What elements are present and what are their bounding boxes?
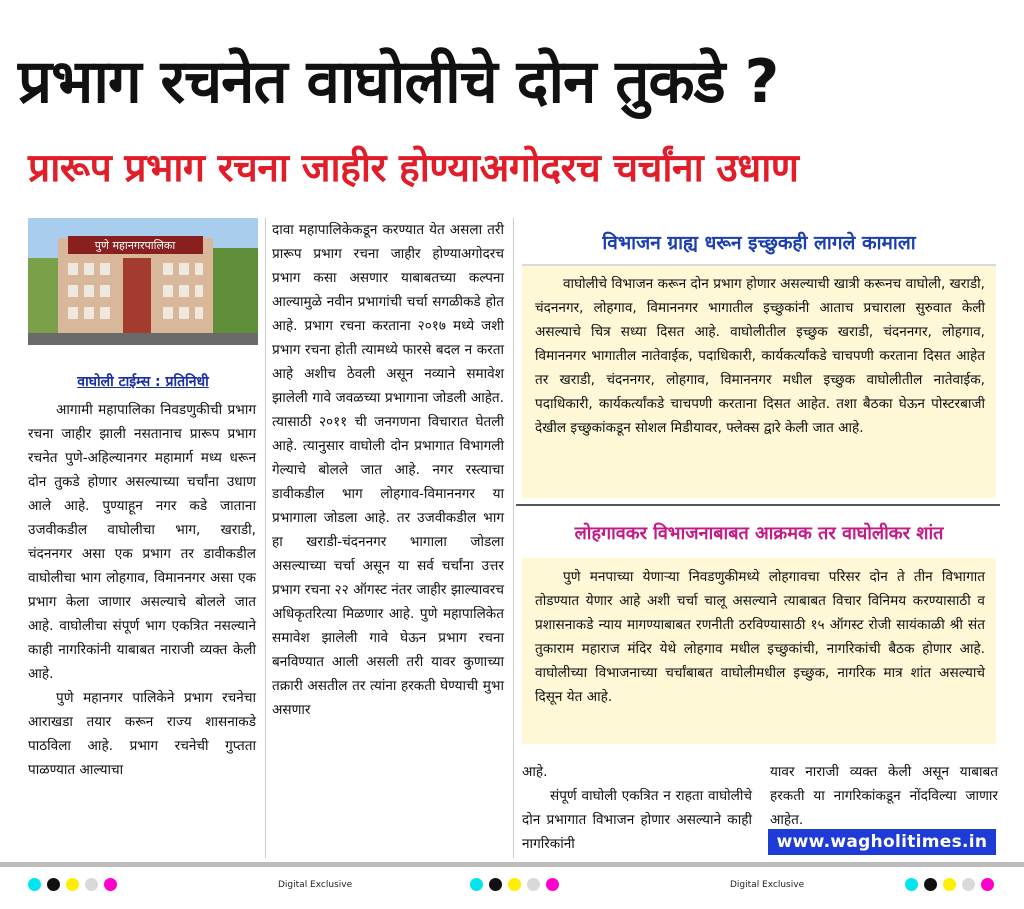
box2-heading: लोहगावकर विभाजनाबाबत आक्रमक तर वाघोलीकर शांत — [574, 523, 944, 544]
paragraph: संपूर्ण वाघोली एकत्रित न राहता वाघोलीचे दोन प्रभागात विभाजन होणार असल्याने काही नागरिकांनी — [522, 788, 752, 852]
building-photo — [28, 218, 258, 345]
subheadline: प्रारूप प्रभाग रचना जाहीर होण्याअगोदरच चर्चांना उधाण — [28, 146, 799, 191]
registration-dot — [104, 878, 117, 891]
article-column-2 — [272, 218, 504, 722]
paragraph: यावर नाराजी व्यक्त केली असून याबाबत हरकती या नागरिकांकडून नोंदविल्या जाणार आहेत. — [770, 764, 998, 828]
byline: वाघोली टाईम्स : प्रतिनिधी — [77, 374, 209, 390]
paragraph: पुणे मनपाच्या येणाऱ्या निवडणुकीमध्ये लोहगावचा परिसर दोन ते तीन विभागात तोडण्यात येणार आहे अशी चर्चा चालू असल्याने त्याबाबत विचार विनिमय करण्यासाठी व प्रशासनाकडे न्याय मागण्याबाबत रणनीती ठरविण्यासाठी १५ ऑगस्ट रोजी सायंकाळी श्री संत तुकाराम महाराज मंदिर येथे लोहगाव मधील इच्छुकांची, नागरिकांची बैठक होणार आहे. वाघोलीच्या विभाजनाच्या चर्चांबाबत वाघोलीमधील इच्छुक, नागरिक मात्र शांत असल्याचे दिसून येत आहे. — [535, 569, 985, 705]
registration-dot — [470, 878, 483, 891]
box1-heading: विभाजन ग्राह्य धरून इच्छुकही लागले कामाला — [522, 222, 996, 266]
paragraph: पुणे महानगर पालिकेने प्रभाग रचनेचा आराखडा तयार करून राज्य शासनाकडे पाठविला आहे. प्रभाग रचनेची गुप्तता पाळण्यात आल्याचा — [28, 690, 256, 778]
column-divider — [265, 218, 266, 858]
registration-dot — [489, 878, 502, 891]
article-column-4 — [770, 760, 998, 832]
registration-dot — [924, 878, 937, 891]
registration-dot — [47, 878, 60, 891]
registration-dot — [28, 878, 41, 891]
article-column-1 — [28, 398, 256, 782]
registration-dot — [981, 878, 994, 891]
footer-label-left: Digital Exclusive — [278, 880, 353, 890]
website-link[interactable]: www.wagholitimes.in — [768, 829, 996, 855]
registration-dot — [85, 878, 98, 891]
paragraph: आगामी महापालिका निवडणुकीची प्रभाग रचना जाहीर झाली नसतानाच प्रारूप प्रभाग रचनेत पुणे-अहिल्यानगर महामार्ग मध्य धरून दोन तुकडे होणार असल्याच्या चर्चांना उधाण आले आहे. पुण्याहून नगर कडे जाताना उजवीकडील वाघोलीचा भाग, खराडी, चंदननगर असा एक प्रभाग तर डावीकडील वाघोलीचा भाग लोहगाव, विमाननगर असा एक प्रभाग केला जाणार असल्याचे बोलले जात आहे. वाघोलीचा संपूर्ण भाग एकत्रित नसल्याने काही नागरिकांनी याबाबत नाराजी व्यक्त केली आहे. — [28, 402, 256, 682]
footer-rule — [0, 862, 1024, 867]
registration-dot — [962, 878, 975, 891]
paragraph: आहे. — [522, 764, 548, 780]
column-divider — [513, 218, 514, 858]
print-footer — [0, 862, 1024, 909]
footer-label-right: Digital Exclusive — [730, 880, 805, 890]
registration-dot — [905, 878, 918, 891]
paragraph: दावा महापालिकेकडून करण्यात येत असला तरी प्रारूप प्रभाग रचना जाहीर होण्याअगोदरच प्रभाग कसा असणार याबाबतच्या कल्पना आल्यामुळे नवीन प्रभागांची चर्चा सगळीकडे होत आहे. प्रभाग रचना करताना २०१७ मध्ये जशी प्रभाग रचना होती त्यामध्ये फारसे बदल न करता आहे अशीच ठेवली असून नव्याने समावेश झालेली गावे जवळच्या प्रभागाना जोडली आहेत. त्यासाठी २०११ ची जनगणना विचारात घेतली आहे. त्यानुसार वाघोली दोन प्रभागात विभागली गेल्याचे बोलले जात आहे. नगर रस्त्याचा डावीकडील भाग लोहगाव-विमाननगर या प्रभागाला जोडला आहे. तर उजवीकडील भाग हा खराडी-चंदननगर भागाला जोडला असल्याच्या चर्चा असून या सर्व चर्चांना उत्तर प्रभाग रचना २२ ऑगस्ट नंतर जाहीर झाल्यावरच अधिकृतरित्या मिळणार आहे. पुणे महापालिकेत समावेश झालेली गावे घेऊन प्रभाग रचना बनविण्यात आली असली तरी यावर कुणाच्या तक्रारी असतील तर त्यांना हरकती घेण्याची मुभा असणार — [272, 222, 504, 718]
box1-text — [535, 272, 985, 440]
section-rule — [516, 504, 1000, 506]
registration-dot — [508, 878, 521, 891]
box2-text — [535, 565, 985, 709]
registration-dot — [527, 878, 540, 891]
building-illustration — [28, 218, 258, 345]
registration-dot — [546, 878, 559, 891]
paragraph: वाघोलीचे विभाजन करून दोन प्रभाग होणार असल्याची खात्री करूनच वाघोली, खराडी, चंदननगर, लोहगाव, विमाननगर भागातील इच्छुकांनी आताच प्रचाराला सुरुवात केली असल्याचे चित्र सध्या दिसत आहे. वाघोलीतील इच्छुक खराडी, चंदननगर, लोहगाव, विमाननगर भागातील नातेवाईक, पदाधिकारी, कार्यकर्त्यांकडे चाचपणी करताना दिसत आहेत तर खराडी, चंदननगर, लोहगाव, विमाननगर मधील इच्छुक वाघोलीतील नातेवाईक, पदाधिकारी, कार्यकर्त्यांकडे चाचपणी करताना दिसत आहेत. तशा बैठका घेऊन पोस्टरबाजी देखील इच्छुकांकडून सोशल मिडीयावर, फ्लेक्स द्वारे केली जात आहे. — [535, 276, 985, 436]
registration-dot — [943, 878, 956, 891]
article-column-3 — [522, 760, 752, 856]
registration-dot — [66, 878, 79, 891]
building-sign: पुणे महानगरपालिका — [94, 239, 176, 252]
headline: प्रभाग रचनेत वाघोलीचे दोन तुकडे ? — [18, 47, 779, 117]
